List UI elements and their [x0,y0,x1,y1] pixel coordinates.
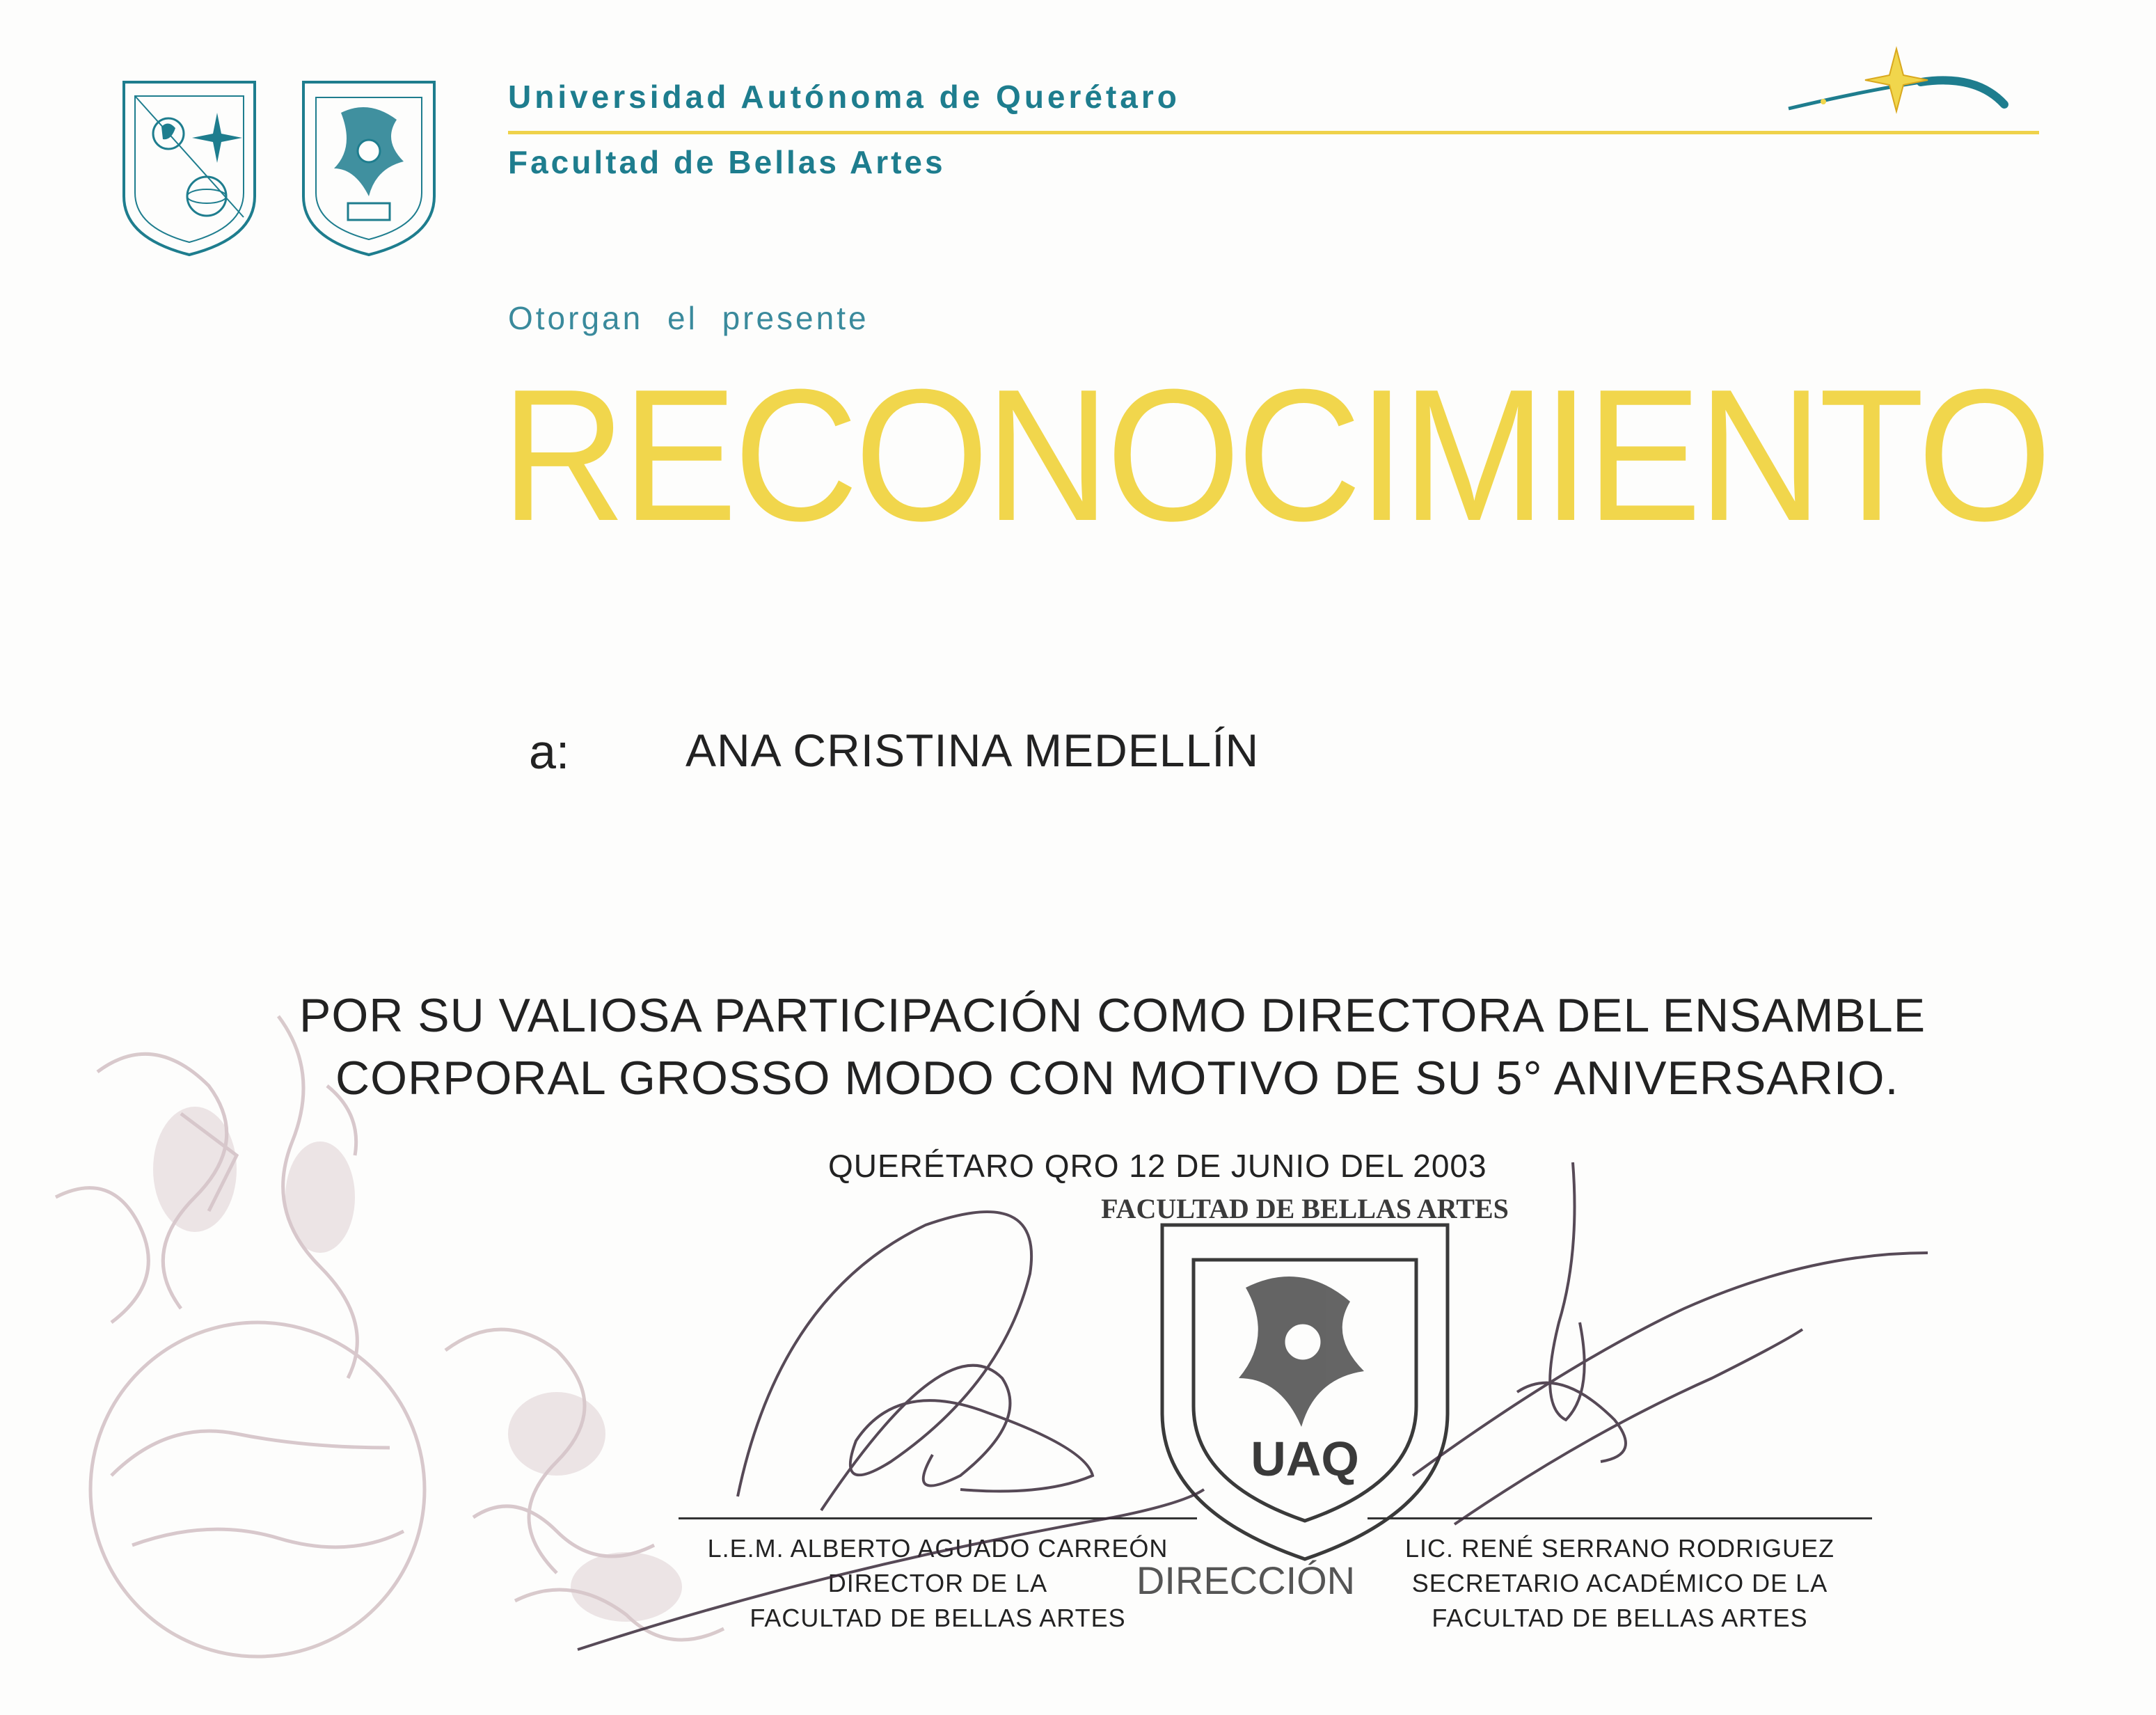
signatory-role: SECRETARIO ACADÉMICO DE LA [1411,1569,1828,1597]
university-name: Universidad Autónoma de Querétaro [508,79,1180,115]
reason-line-1: POR SU VALIOSA PARTICIPACIÓN COMO DIRECTORA DEL ENSAMBLE [299,989,1926,1042]
reason-line-2: CORPORAL GROSSO MODO CON MOTIVO DE SU 5° ANIVERSARIO. [335,1052,1899,1105]
signatory-block [1368,1531,1872,1636]
star-swoosh-icon [1782,42,2011,125]
recipient-name: ANA CRISTINA MEDELLÍN [685,725,1260,776]
faculty-logo [299,78,438,259]
recipient-label: a: [529,725,570,779]
university-logo [120,78,259,259]
faculty-name: Facultad de Bellas Artes [508,144,946,180]
signatory-block [679,1531,1197,1636]
place-date: QUERÉTARO QRO 12 DE JUNIO DEL 2003 [828,1148,1487,1184]
header-rule [508,131,2039,134]
signature-line [679,1517,1197,1519]
stamp-bottom-text: DIRECCIÓN [1136,1558,1356,1602]
signatory-name: LIC. RENÉ SERRANO RODRIGUEZ [1404,1534,1835,1563]
signatory-role: FACULTAD DE BELLAS ARTES [1432,1604,1808,1632]
stamp-top-text: FACULTAD DE BELLAS ARTES [1101,1193,1509,1224]
signatory-name: L.E.M. ALBERTO AGUADO CARREÓN [707,1534,1168,1563]
signatory-role: FACULTAD DE BELLAS ARTES [750,1604,1126,1632]
stamp-center-text: UAQ [1251,1432,1359,1486]
signature-2 [1550,1162,1585,1420]
certificate-title: RECONOCIMIENTO [501,351,2048,560]
signature-line [1368,1517,1872,1519]
signatory-role: DIRECTOR DE LA [827,1569,1048,1597]
intro-text: Otorgan el presente [508,300,869,336]
